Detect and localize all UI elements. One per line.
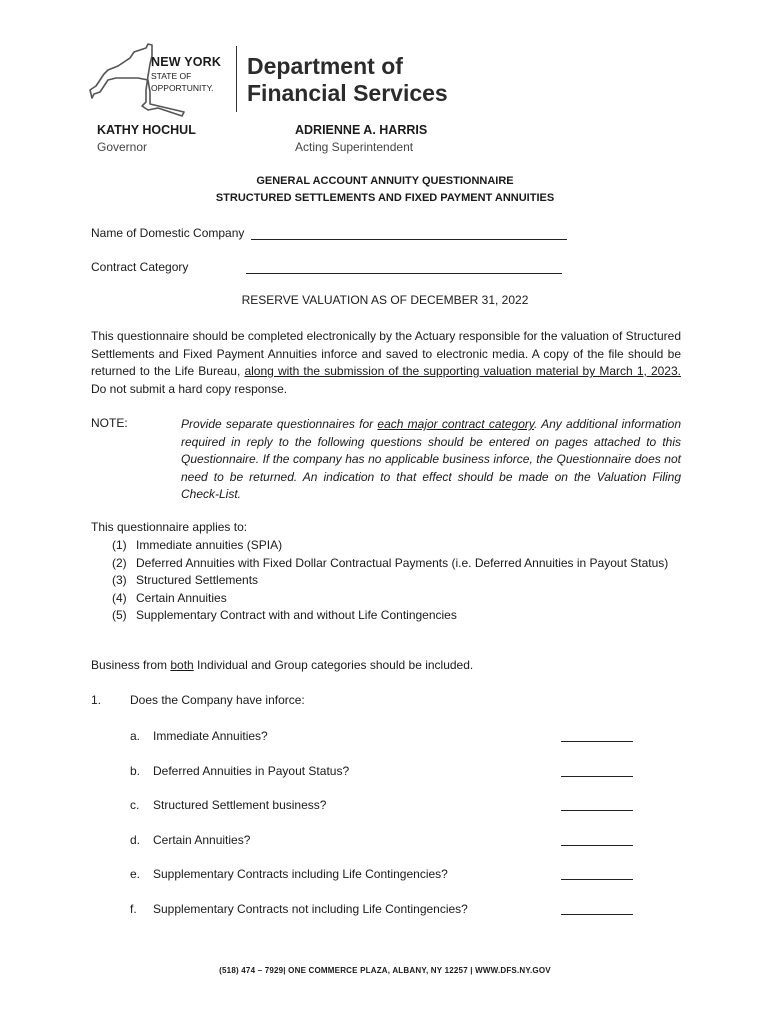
governor-block — [97, 123, 196, 154]
dept-line2: Financial Services — [247, 80, 448, 106]
answer-field-a[interactable] — [561, 729, 633, 742]
sub-question-d-letter: d. — [130, 833, 141, 847]
intro-underlined: along with the submission of the supporting valuation material by March 1, 2023. — [244, 364, 681, 378]
business-text-2: Individual and Group categories should be included. — [193, 658, 474, 672]
sub-question-a-letter: a. — [130, 729, 141, 743]
intro-text-2: Do not submit a hard copy response. — [91, 381, 288, 396]
superintendent-block — [295, 123, 427, 154]
applies-heading: This questionnaire applies to: — [91, 520, 248, 534]
superintendent-name: ADRIENNE A. HARRIS — [295, 123, 428, 137]
dept-line1: Department of — [247, 53, 403, 79]
governor-title: Governor — [97, 140, 148, 154]
list-item-text: Deferred Annuities with Fixed Dollar Contractual Payments (i.e. Deferred Annuities in Payout Status) — [136, 555, 669, 570]
note-label: NOTE: — [91, 416, 128, 430]
sub-question-d-text: Certain Annuities? — [153, 833, 251, 847]
applies-list — [112, 537, 681, 625]
sub-question-c-text: Structured Settlement business? — [153, 798, 327, 812]
nys-line3: OPPORTUNITY. — [151, 82, 214, 93]
contract-category-field[interactable] — [246, 260, 562, 274]
question-1-number: 1. — [91, 693, 102, 707]
header-divider — [236, 46, 237, 112]
superintendent-title: Acting Superintendent — [295, 140, 414, 154]
list-item — [112, 555, 681, 573]
page-footer: (518) 474 – 7929| ONE COMMERCE PLAZA, ALBANY, NY 12257 | WWW.DFS.NY.GOV — [219, 966, 551, 975]
sub-question-b-letter: b. — [130, 764, 141, 778]
doc-title-line2: STRUCTURED SETTLEMENTS AND FIXED PAYMENT ANNUITIES — [215, 192, 555, 204]
sub-question-f-letter: f. — [130, 902, 137, 916]
answer-field-e[interactable] — [561, 867, 633, 880]
sub-question-b-text: Deferred Annuities in Payout Status? — [153, 764, 350, 778]
note-text-2: . Any additional information required in reply to the following questions should be entered on pages attached to this Questionnaire. If the company has no applicable business inforce, the Questionnaire does not need to be returned. An indication to that effect should be made on the Valuation Filing Check-List. — [181, 417, 682, 501]
contract-category-label: Contract Category — [91, 260, 189, 274]
list-item — [112, 607, 681, 625]
note-underlined: each major contract category — [377, 417, 534, 431]
nys-wordmark — [151, 56, 221, 93]
answer-field-b[interactable] — [561, 764, 633, 777]
company-name-field[interactable] — [251, 226, 567, 240]
governor-name: KATHY HOCHUL — [97, 123, 196, 137]
list-item-num: (4) — [112, 590, 127, 605]
sub-question-a-text: Immediate Annuities? — [153, 729, 268, 743]
note-body — [181, 416, 681, 504]
dfs-wordmark — [247, 53, 448, 107]
list-item-num: (5) — [112, 608, 127, 622]
valuation-date: RESERVE VALUATION AS OF DECEMBER 31, 2022 — [241, 293, 529, 307]
sub-question-e-text: Supplementary Contracts including Life Contingencies? — [153, 867, 448, 881]
business-text-1: Business from — [91, 658, 171, 672]
business-note — [91, 658, 473, 672]
business-underlined: both — [170, 658, 194, 672]
sub-question-c-letter: c. — [130, 798, 140, 812]
question-1-text: Does the Company have inforce: — [130, 693, 305, 707]
intro-paragraph — [91, 328, 681, 398]
nys-line2: STATE OF — [151, 70, 192, 81]
list-item — [112, 572, 681, 590]
list-item-num: (1) — [112, 538, 127, 552]
list-item-num: (3) — [112, 573, 127, 587]
list-item-text: Structured Settlements — [136, 573, 259, 587]
list-item-text: Certain Annuities — [136, 590, 227, 605]
answer-field-c[interactable] — [561, 798, 633, 811]
answer-field-f[interactable] — [561, 902, 633, 915]
answer-field-d[interactable] — [561, 833, 633, 846]
doc-title-line1: GENERAL ACCOUNT ANNUITY QUESTIONNAIRE — [256, 175, 514, 187]
note-text-1: Provide separate questionnaires for — [181, 417, 378, 431]
list-item-text: Immediate annuities (SPIA) — [136, 538, 283, 552]
nys-line1: NEW YORK — [151, 55, 222, 69]
list-item-num: (2) — [112, 555, 127, 570]
sub-question-e-letter: e. — [130, 867, 141, 881]
company-name-label: Name of Domestic Company — [91, 226, 245, 240]
list-item — [112, 537, 681, 555]
intro-text-1: This questionnaire should be completed electronically by the Actuary responsible for the valuation of Structured Settlements and Fixed Payment Annuities inforce and saved to electronic media. A copy of the file should be returned to the Life Bureau, — [91, 329, 681, 378]
list-item-text: Supplementary Contract with and without Life Contingencies — [136, 608, 457, 622]
sub-question-f-text: Supplementary Contracts not including Life Contingencies? — [153, 902, 468, 916]
list-item — [112, 590, 681, 608]
